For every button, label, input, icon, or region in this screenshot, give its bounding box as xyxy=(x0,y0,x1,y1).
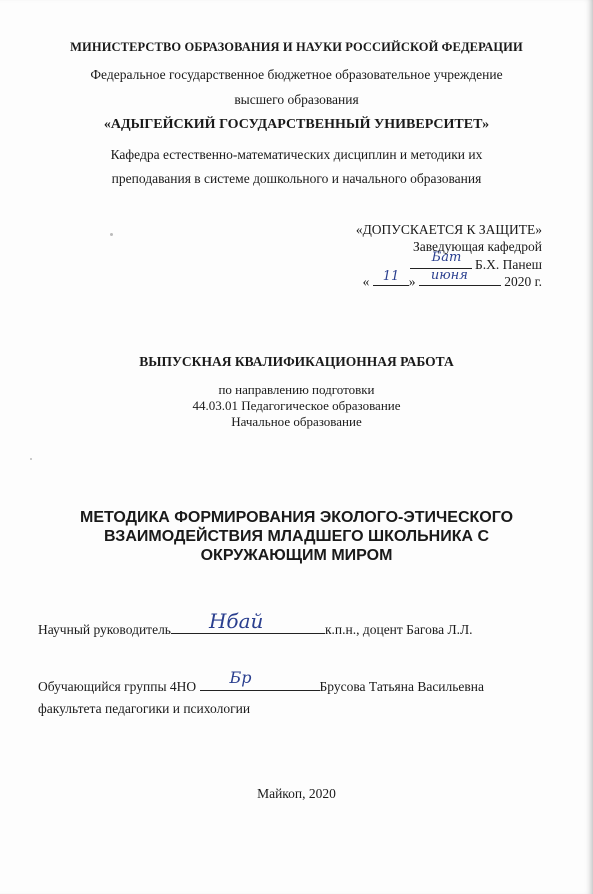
date-close-quote: » xyxy=(408,274,416,289)
scan-speck xyxy=(110,233,113,236)
date-open-quote: « xyxy=(362,274,370,289)
head-name: Б.Х. Панеш xyxy=(475,257,542,272)
student-label: Обучающийся группы 4НО xyxy=(38,679,197,694)
direction-label: по направлению подготовки xyxy=(218,382,375,397)
topic-line-2: ВЗАИМОДЕЙСТВИЯ МЛАДШЕГО ШКОЛЬНИКА С xyxy=(103,528,490,545)
head-signature: Бат xyxy=(431,250,462,265)
student-row xyxy=(38,668,485,695)
date-year: 2020 г. xyxy=(504,274,542,289)
student-signature: Бр xyxy=(229,668,252,687)
supervisor-label: Научный руководитель xyxy=(38,622,171,637)
approval-date xyxy=(362,268,542,290)
supervisor-signature: Нбай xyxy=(208,609,264,633)
institution-line-2: высшего образования xyxy=(234,92,359,107)
month-underline xyxy=(419,268,501,286)
head-title: Заведующая кафедрой xyxy=(412,239,542,254)
date-day: 11 xyxy=(382,269,400,284)
university-name: «АДЫГЕЙСКИЙ ГОСУДАРСТВЕННЫЙ УНИВЕРСИТЕТ» xyxy=(103,117,490,132)
institution-line-1: Федеральное государственное бюджетное образовательное учреждение xyxy=(90,67,503,82)
student-faculty: факультета педагогики и психологии xyxy=(38,701,251,716)
admitted-to-defense: «ДОПУСКАЕТСЯ К ЗАЩИТЕ» xyxy=(355,222,542,237)
work-type: ВЫПУСКНАЯ КВАЛИФИКАЦИОННАЯ РАБОТА xyxy=(139,354,454,369)
scan-speck xyxy=(30,458,32,460)
supervisor-underline xyxy=(171,609,325,634)
profile: Начальное образование xyxy=(231,414,362,429)
department-line-1: Кафедра естественно-математических дисциплин и методики их xyxy=(110,147,483,162)
ministry-name: МИНИСТЕРСТВО ОБРАЗОВАНИЯ И НАУКИ РОССИЙСКОЙ ФЕДЕРАЦИИ xyxy=(70,40,523,54)
city-year: Майкоп, 2020 xyxy=(257,786,336,801)
student-underline xyxy=(200,668,320,691)
supervisor-details: к.п.н., доцент Багова Л.Л. xyxy=(324,622,473,637)
topic-line-3: ОКРУЖАЮЩИМ МИРОМ xyxy=(200,547,393,564)
supervisor-row xyxy=(38,609,473,638)
direction-code: 44.03.01 Педагогическое образование xyxy=(192,398,401,413)
topic-line-1: МЕТОДИКА ФОРМИРОВАНИЯ ЭКОЛОГО-ЭТИЧЕСКОГО xyxy=(79,509,514,526)
student-name: Брусова Татьяна Васильевна xyxy=(319,679,485,694)
day-underline xyxy=(373,269,409,286)
date-month: июня xyxy=(430,268,468,283)
department-line-2: преподавания в системе дошкольного и начального образования xyxy=(111,171,482,186)
head-signature-line xyxy=(410,250,542,273)
